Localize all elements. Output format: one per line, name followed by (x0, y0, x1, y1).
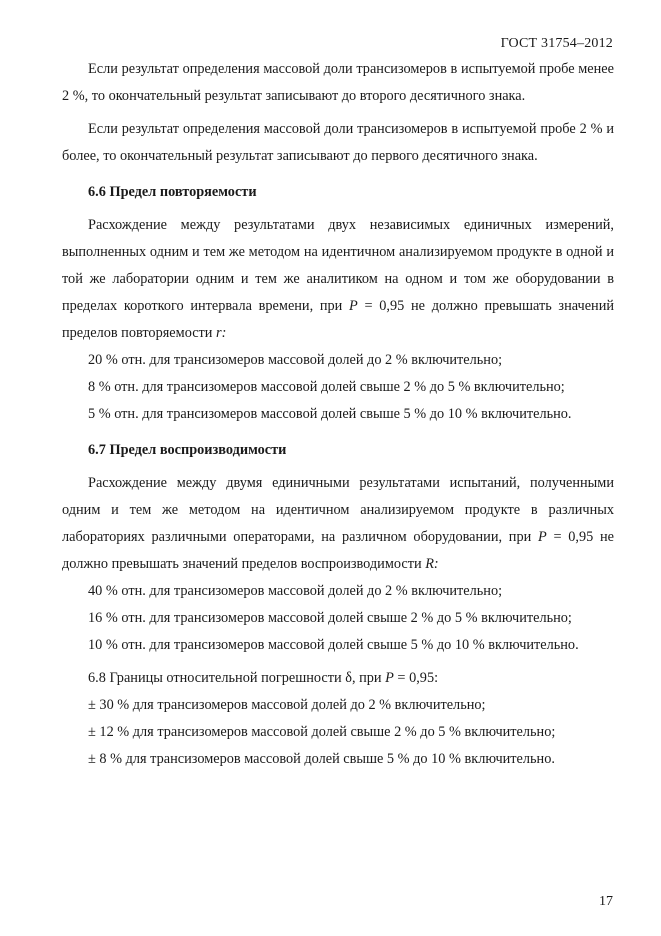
document-header: ГОСТ 31754–2012 (500, 36, 613, 51)
symbol-p: P (537, 529, 547, 545)
document-body (62, 56, 614, 773)
page-number: 17 (599, 894, 613, 909)
repeatability-item: 5 % отн. для трансизомеров массовой долей свыше 5 % до 10 % включительно. (88, 406, 572, 422)
reproducibility-text-part1: Расхождение между двумя единичными результатами испытаний, полученными одним и тем же методом на идентичном анализируемом продукте в различных лабораториях различными операторами, на различном оборудовании, при (62, 475, 614, 545)
error-bound-item: ± 8 % для трансизомеров массовой долей свыше 5 % до 10 % включительно. (88, 751, 555, 767)
repeatability-item: 20 % отн. для трансизомеров массовой долей до 2 % включительно; (88, 352, 503, 368)
section-heading-reproducibility: 6.7 Предел воспроизводимости (88, 442, 287, 458)
reproducibility-item: 10 % отн. для трансизомеров массовой долей свыше 5 % до 10 % включительно. (88, 637, 579, 653)
symbol-r-capital: R: (425, 556, 439, 572)
symbol-p: P (385, 670, 394, 686)
repeatability-item: 8 % отн. для трансизомеров массовой долей свыше 2 % до 5 % включительно; (88, 379, 565, 395)
paragraph-result-2-or-more: Если результат определения массовой доли трансизомеров в испытуемой пробе 2 % и более, то окончательный результат записывают до первого десятичного знака. (62, 121, 614, 164)
repeatability-text-part2: = 0,95 не должно превышать значений пределов повторяемости (62, 298, 614, 341)
error-bounds-text-part1: 6.8 Границы относительной погрешности δ, при (88, 670, 386, 686)
paragraph-result-less-2: Если результат определения массовой доли трансизомеров в испытуемой пробе менее 2 %, то окончательный результат записывают до второго десятичного знака. (62, 61, 614, 104)
symbol-p: P (349, 298, 358, 314)
paragraph-repeatability (62, 212, 614, 347)
symbol-r: r: (216, 325, 227, 341)
reproducibility-item: 40 % отн. для трансизомеров массовой долей до 2 % включительно; (88, 583, 503, 599)
error-bound-item: ± 30 % для трансизомеров массовой долей до 2 % включительно; (88, 697, 486, 713)
reproducibility-item: 16 % отн. для трансизомеров массовой долей свыше 2 % до 5 % включительно; (88, 610, 572, 626)
error-bound-item: ± 12 % для трансизомеров массовой долей свыше 2 % до 5 % включительно; (88, 724, 556, 740)
repeatability-text-part1: Расхождение между результатами двух независимых единичных измерений, выполненных одним и тем же методом на идентичном анализируемом продукте в одной и той же лаборатории одним и тем же аналитиком на одном и том же оборудовании в пределах короткого интервала времени, при (62, 217, 614, 314)
paragraph-error-bounds (62, 665, 614, 692)
reproducibility-text-part2: = 0,95 не должно превышать значений пределов воспроизводимости (62, 529, 614, 572)
section-heading-repeatability: 6.6 Предел повторяемости (88, 184, 257, 200)
paragraph-reproducibility (62, 470, 614, 578)
error-bounds-text-part2: = 0,95: (393, 670, 439, 686)
